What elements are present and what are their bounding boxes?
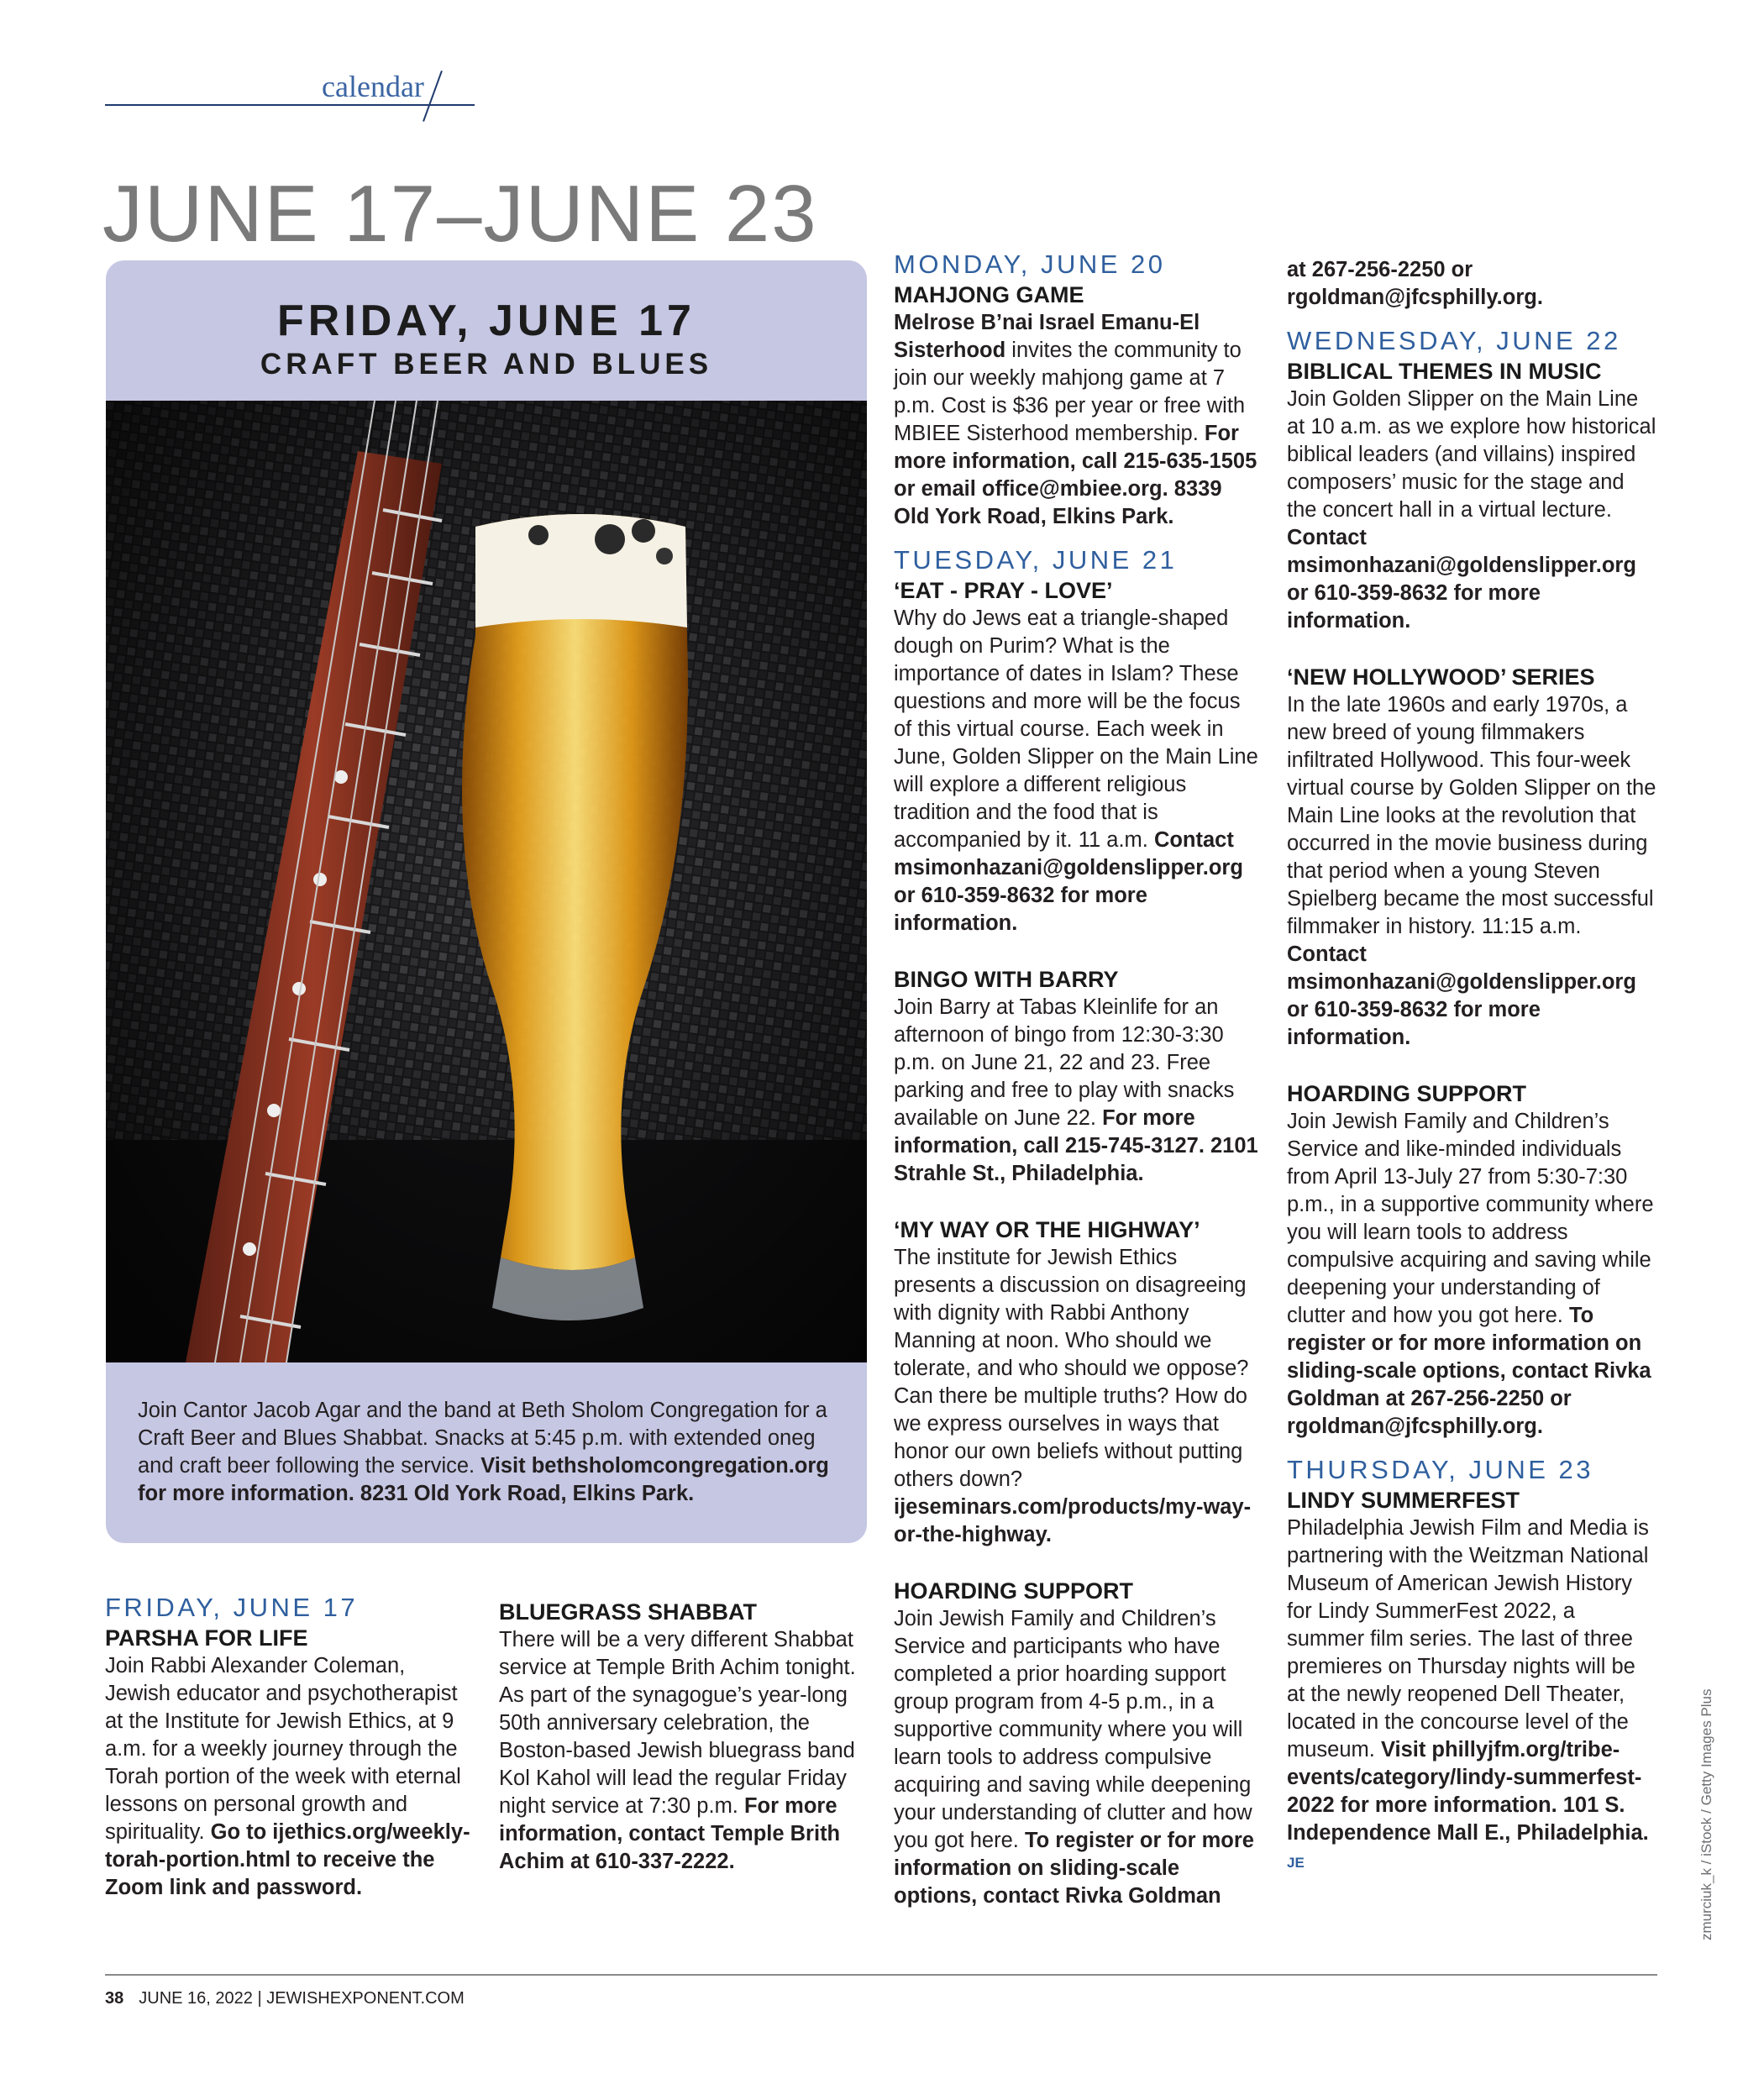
page-footer <box>105 1989 465 2008</box>
event-body: Join Golden Slipper on the Main Line at 10 a.m. as we explore how historical biblical leaders (and villains) inspired composers’ music for the stage and the concert hall in a virtual lecture. Contact msimonhazani@goldenslipper.org or 610-359-8632 for more information. <box>1287 387 1656 633</box>
page-number: 38 <box>105 1989 124 2008</box>
event-body: The institute for Jewish Ethics presents a discussion on disagreeing with dignity with Rabbi Anthony Manning at noon. Who should we tolerate, and who should we oppose? Can there be multiple truths? How do we express ourselves in ways that honor our own beliefs without putting others down? ijeseminars.com/products/my-way-or-the-highway. <box>894 1246 1252 1546</box>
beer-glass-and-guitar-photo <box>106 401 867 1362</box>
event-body: Philadelphia Jewish Film and Media is partnering with the Weitzman National Museum of American Jewish History for Lindy SummerFest 2022, a summer film series. The last of three premieres on Thursday nights will be at the newly reopened Dell Theater, located in the concourse level of the museum. Visit phillyjfm.org/tribe-events/category/lindy-summerfest-2022 for more information. 101 S. Independence Mall E., Philadelphia. JE <box>1287 1516 1649 1871</box>
photo-credit: zmurciuk_k / iStock / Getty Images Plus <box>1698 1688 1714 1940</box>
event-title: BLUEGRASS SHABBAT <box>499 1599 758 1625</box>
section-slash <box>423 71 443 122</box>
event-body: Melrose B’nai Israel Emanu-El Sisterhood invites the community to join our weekly mahjong game at 7 p.m. Cost is $36 per year or free with MBIEE Sisterhood membership. For more information, call 215-635-1505 or email office@mbiee.org. 8339 Old York Road, Elkins Park. <box>894 311 1257 528</box>
event-body-continued: at 267-256-2250 or rgoldman@jfcsphilly.org. <box>1287 258 1543 309</box>
event-title: HOARDING SUPPORT <box>1287 1081 1527 1106</box>
event-body: Join Rabbi Alexander Coleman, Jewish educator and psychotherapist at the Institute for Jewish Ethics, at 9 a.m. for a weekly journey through the Torah portion of the week with eternal lessons on personal growth and spirituality. Go to ijethics.org/weekly-torah-portion.html to receive the Zoom link and password. <box>105 1654 470 1899</box>
footer-rule <box>105 1974 1657 1976</box>
event-title: ‘MY WAY OR THE HIGHWAY’ <box>894 1217 1200 1242</box>
section-label-text: calendar <box>322 70 424 103</box>
feature-title: CRAFT BEER AND BLUES <box>260 348 713 381</box>
feature-contact: Visit bethsholomcongregation.org for more information. 8231 Old York Road, Elkins Park. <box>138 1453 829 1505</box>
day-heading: FRIDAY, JUNE 17 <box>105 1593 359 1622</box>
event-title: BIBLICAL THEMES IN MUSIC <box>1287 359 1602 384</box>
feature-date: FRIDAY, JUNE 17 <box>277 297 696 345</box>
feature-description: Join Cantor Jacob Agar and the band at Beth Sholom Congregation for a Craft Beer and Blues Shabbat. Snacks at 5:45 p.m. with extended oneg and craft beer following the service. Visit bethsholomcongregation.org for more information. 8231 Old York Road, Elkins Park. <box>138 1398 829 1505</box>
event-title: ‘EAT - PRAY - LOVE’ <box>894 578 1113 603</box>
column-bluegrass-shabbat <box>499 1598 869 1876</box>
column-monday-tuesday <box>894 249 1263 1910</box>
day-heading: MONDAY, JUNE 20 <box>894 249 1166 279</box>
event-body: Join Barry at Tabas Kleinlife for an afternoon of bingo from 12:30-3:30 p.m. on June 21, 22 and 23. Free parking and free to play with snacks available on June 22. For more information, call 215-745-3127. 2101 Strahle St., Philadelphia. <box>894 995 1258 1185</box>
event-title: PARSHA FOR LIFE <box>105 1625 308 1651</box>
end-mark: JE <box>1287 1855 1305 1871</box>
event-title: ‘NEW HOLLYWOOD’ SERIES <box>1287 664 1595 690</box>
event-title: HOARDING SUPPORT <box>894 1578 1134 1604</box>
event-body: Join Jewish Family and Children’s Service and participants who have completed a prior hoarding support group program from 4-5 p.m., in a supportive community where you will learn tools to address compulsive acquiring and saving while deepening your understanding of clutter and how you got here. To register or for more information on sliding-scale options, contact Rivka Goldman <box>894 1607 1254 1908</box>
section-rule <box>105 104 475 106</box>
column-friday-parsha <box>105 1592 475 1902</box>
column-wednesday-thursday <box>1287 256 1656 1877</box>
footer-text: JUNE 16, 2022 | JEWISHEXPONENT.COM <box>139 1989 465 2008</box>
day-heading: WEDNESDAY, JUNE 22 <box>1287 326 1621 355</box>
event-body: Why do Jews eat a triangle-shaped dough on Purim? What is the importance of dates in Islam? These questions and more will be the focus of this virtual course. Each week in June, Golden Slipper on the Main Line will explore a different religious tradition and the food that is accompanied by it. 11 a.m. Contact msimonhazani@goldenslipper.org or 610-359-8632 for more information. <box>894 606 1258 935</box>
event-body: There will be a very different Shabbat service at Temple Brith Achim tonight. As part of the synagogue’s year-long 50th anniversary celebration, the Boston-based Jewish bluegrass band Kol Kahol will lead the regular Friday night service at 7:30 p.m. For more information, contact Temple Brith Achim at 610-337-2222. <box>499 1628 856 1873</box>
event-title: LINDY SUMMERFEST <box>1287 1488 1520 1513</box>
day-heading: TUESDAY, JUNE 21 <box>894 545 1178 575</box>
event-body: Join Jewish Family and Children’s Service and like-minded individuals from April 13-July 27 from 5:30-7:30 p.m., in a supportive community where you will learn tools to address compulsive acquiring and saving while deepening your understanding of clutter and how you got here. To register or for more information on sliding-scale options, contact Rivka Goldman at 267-256-2250 or rgoldman@jfcsphilly.org. <box>1287 1110 1654 1438</box>
section-label <box>105 69 475 106</box>
event-title: BINGO WITH BARRY <box>894 967 1119 992</box>
event-title: MAHJONG GAME <box>894 282 1084 307</box>
page-title: JUNE 17–JUNE 23 <box>102 169 818 259</box>
feature-box <box>106 260 867 1543</box>
event-body: In the late 1960s and early 1970s, a new breed of young filmmakers infiltrated Hollywood. This four-week virtual course by Golden Slipper on the Main Line looks at the revolution that occurred in the movie business during that period when a young Steven Spielberg became the most successful filmmaker in history. 11:15 a.m. Contact msimonhazani@goldenslipper.org or 610-359-8632 for more information. <box>1287 693 1656 1049</box>
day-heading: THURSDAY, JUNE 23 <box>1287 1455 1593 1484</box>
